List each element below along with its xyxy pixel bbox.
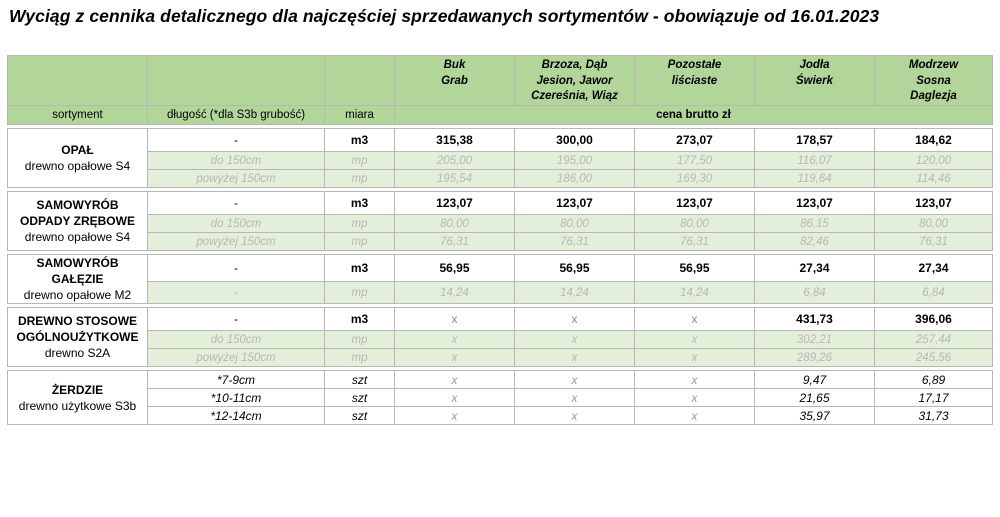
sortyment-title: OGÓLNOUŻYTKOWE — [16, 330, 139, 344]
sortyment-subtitle: drewno użytkowe S3b — [18, 398, 137, 413]
species-line: Sosna — [916, 74, 951, 87]
sortyment-name — [8, 129, 148, 188]
unit-cell: szt — [325, 389, 395, 407]
price-cell: 9,47 — [755, 371, 875, 389]
length-cell: - — [148, 308, 325, 331]
length-cell: *10-11cm — [148, 389, 325, 407]
price-cell: 123,07 — [875, 192, 993, 215]
species-line: Jesion, Jawor — [536, 74, 613, 87]
price-cell: x — [395, 389, 515, 407]
header-row-species — [8, 56, 993, 106]
unit-cell: m3 — [325, 255, 395, 282]
price-cell: 76,31 — [635, 233, 755, 251]
table-row — [8, 215, 993, 233]
price-cell: 80,00 — [395, 215, 515, 233]
price-cell: 123,07 — [755, 192, 875, 215]
price-cell: x — [515, 349, 635, 367]
length-cell: *12-14cm — [148, 407, 325, 425]
price-cell: 6,89 — [875, 371, 993, 389]
price-cell: 17,17 — [875, 389, 993, 407]
page-title: Wyciąg z cennika detalicznego dla najczęściej sprzedawanych sortymentów - obowiązuje od 16.01.2023 — [9, 6, 880, 26]
sortyment-title: OPAŁ — [61, 143, 94, 157]
price-cell: x — [395, 308, 515, 331]
header-blank — [148, 56, 325, 106]
price-cell: 56,95 — [395, 255, 515, 282]
species-line: Brzoza, Dąb — [541, 59, 608, 71]
price-cell: 31,73 — [875, 407, 993, 425]
price-cell: 177,50 — [635, 152, 755, 170]
sortyment-subtitle: drewno opałowe S4 — [24, 230, 131, 244]
species-line: Pozostałe — [667, 59, 722, 71]
species-line: Buk — [443, 59, 466, 71]
price-cell: 178,57 — [755, 129, 875, 152]
separator-cell — [8, 425, 993, 429]
length-cell: - — [148, 192, 325, 215]
unit-cell: m3 — [325, 192, 395, 215]
sortyment-title: DREWNO STOSOWE — [17, 314, 138, 328]
species-line: Jodła — [799, 59, 830, 71]
price-cell: 119,64 — [755, 170, 875, 188]
sortyment-title: GAŁĘZIE — [51, 272, 104, 286]
table-row — [8, 192, 993, 215]
price-cell: 27,34 — [875, 255, 993, 282]
length-cell: - — [148, 255, 325, 282]
unit-cell: mp — [325, 349, 395, 367]
price-cell: 123,07 — [395, 192, 515, 215]
unit-cell: m3 — [325, 308, 395, 331]
sortyment-name — [8, 308, 148, 367]
unit-cell: m3 — [325, 129, 395, 152]
unit-cell: szt — [325, 371, 395, 389]
unit-cell: mp — [325, 215, 395, 233]
species-line: Grab — [441, 74, 468, 87]
table-row — [8, 282, 993, 304]
price-cell: x — [635, 349, 755, 367]
price-cell: 27,34 — [755, 255, 875, 282]
price-cell: 257,44 — [875, 331, 993, 349]
price-cell: 14,24 — [395, 282, 515, 304]
sortyment-subtitle: drewno opałowe S4 — [24, 159, 131, 173]
price-cell: 123,07 — [635, 192, 755, 215]
price-cell: 123,07 — [515, 192, 635, 215]
price-cell: x — [395, 331, 515, 349]
header-species-buk — [395, 56, 515, 106]
price-cell: 289,26 — [755, 349, 875, 367]
unit-cell: mp — [325, 282, 395, 304]
species-line: Daglezja — [910, 90, 957, 102]
table-row — [8, 170, 993, 188]
price-cell: 21,65 — [755, 389, 875, 407]
price-cell: 76,31 — [875, 233, 993, 251]
price-cell: 315,38 — [395, 129, 515, 152]
sortyment-subtitle: drewno opałowe M2 — [23, 288, 132, 302]
species-line: Czereśnia, Wiąz — [531, 90, 618, 102]
unit-cell: mp — [325, 152, 395, 170]
price-cell: x — [635, 389, 755, 407]
table-end — [8, 425, 993, 429]
price-cell: 56,95 — [515, 255, 635, 282]
price-cell: 396,06 — [875, 308, 993, 331]
header-row-columns — [8, 106, 993, 125]
length-cell: - — [148, 129, 325, 152]
unit-cell: mp — [325, 170, 395, 188]
unit-cell: szt — [325, 407, 395, 425]
header-species-jodla — [755, 56, 875, 106]
price-cell: 14,24 — [515, 282, 635, 304]
price-cell: 80,00 — [875, 215, 993, 233]
table-row — [8, 152, 993, 170]
header-species-modrzew — [875, 56, 993, 106]
price-cell: 302,21 — [755, 331, 875, 349]
price-cell: 114,46 — [875, 170, 993, 188]
price-cell: x — [635, 331, 755, 349]
price-cell: x — [515, 331, 635, 349]
header-species-pozostale — [635, 56, 755, 106]
table-row — [8, 349, 993, 367]
price-cell: x — [515, 389, 635, 407]
length-cell: powyżej 150cm — [148, 170, 325, 188]
table-row — [8, 389, 993, 407]
price-cell: 300,00 — [515, 129, 635, 152]
length-cell: do 150cm — [148, 152, 325, 170]
price-cell: x — [515, 371, 635, 389]
length-cell: *7-9cm — [148, 371, 325, 389]
species-line: Modrzew — [908, 59, 959, 71]
price-cell: 205,00 — [395, 152, 515, 170]
price-cell: 245,56 — [875, 349, 993, 367]
price-cell: x — [635, 308, 755, 331]
length-cell: powyżej 150cm — [148, 349, 325, 367]
price-cell: 120,00 — [875, 152, 993, 170]
header-dlugosc: długość (*dla S3b grubość) — [148, 106, 325, 125]
table-row — [8, 308, 993, 331]
price-cell: 273,07 — [635, 129, 755, 152]
price-cell: 82,46 — [755, 233, 875, 251]
price-cell: x — [395, 371, 515, 389]
header-cena: cena brutto zł — [395, 106, 993, 125]
price-cell: 6,84 — [755, 282, 875, 304]
table-row — [8, 407, 993, 425]
price-cell: x — [635, 371, 755, 389]
price-cell: 195,54 — [395, 170, 515, 188]
price-cell: 116,07 — [755, 152, 875, 170]
price-cell: 186,00 — [515, 170, 635, 188]
table-row — [8, 331, 993, 349]
sortyment-title: SAMOWYRÓB — [36, 256, 119, 270]
price-cell: 76,31 — [395, 233, 515, 251]
price-cell: 14,24 — [635, 282, 755, 304]
price-cell: x — [515, 308, 635, 331]
unit-cell: mp — [325, 331, 395, 349]
price-cell: 35,97 — [755, 407, 875, 425]
length-cell: do 150cm — [148, 215, 325, 233]
price-cell: 184,62 — [875, 129, 993, 152]
species-line: liściaste — [671, 74, 718, 87]
length-cell: powyżej 150cm — [148, 233, 325, 251]
species-line: Świerk — [795, 74, 834, 87]
unit-cell: mp — [325, 233, 395, 251]
sortyment-title: ŻERDZIE — [51, 382, 104, 397]
sortyment-name — [8, 371, 148, 425]
header-species-brzoza — [515, 56, 635, 106]
header-sortyment: sortyment — [8, 106, 148, 125]
price-cell: 431,73 — [755, 308, 875, 331]
header-blank — [8, 56, 148, 106]
price-cell: x — [395, 407, 515, 425]
price-cell: 86,15 — [755, 215, 875, 233]
price-cell: 195,00 — [515, 152, 635, 170]
header-blank — [325, 56, 395, 106]
price-cell: x — [635, 407, 755, 425]
table-row — [8, 255, 993, 282]
table-row — [8, 129, 993, 152]
sortyment-name — [8, 192, 148, 251]
price-cell: 80,00 — [635, 215, 755, 233]
length-cell: do 150cm — [148, 331, 325, 349]
sortyment-name — [8, 255, 148, 304]
price-cell: 169,30 — [635, 170, 755, 188]
price-cell: x — [395, 349, 515, 367]
header-miara: miara — [325, 106, 395, 125]
price-cell: 56,95 — [635, 255, 755, 282]
price-cell: 76,31 — [515, 233, 635, 251]
sortyment-title: ODPADY ZRĘBOWE — [20, 214, 135, 228]
sortyment-title: SAMOWYRÓB — [36, 198, 119, 212]
table-row — [8, 233, 993, 251]
sortyment-subtitle: drewno S2A — [44, 346, 111, 360]
price-cell: 6,84 — [875, 282, 993, 304]
price-table — [7, 55, 993, 428]
price-cell: x — [515, 407, 635, 425]
table-row — [8, 371, 993, 389]
length-cell: - — [148, 282, 325, 304]
price-cell: 80,00 — [515, 215, 635, 233]
